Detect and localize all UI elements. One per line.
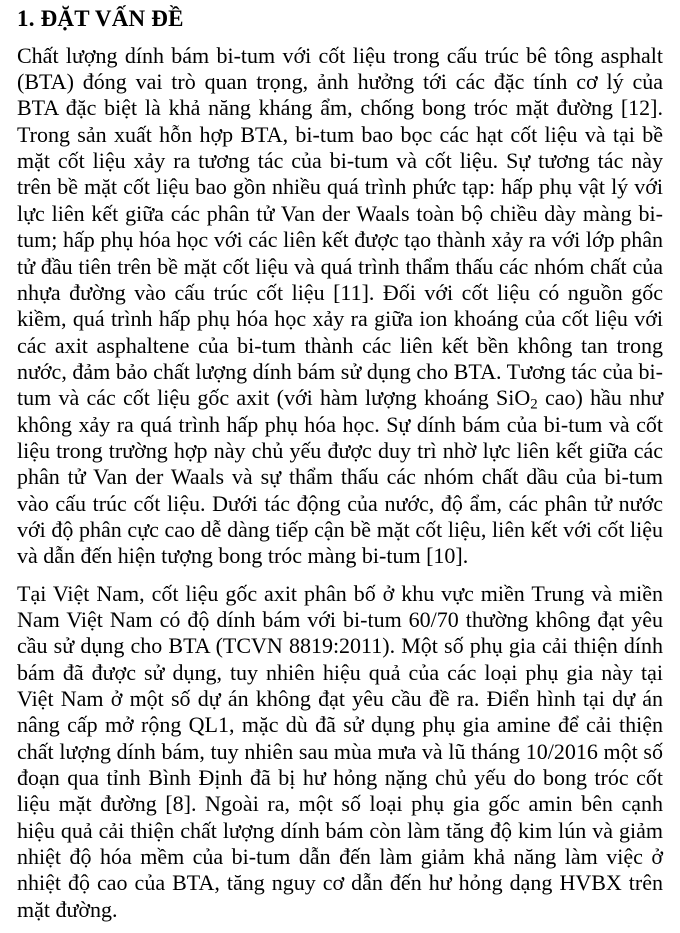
- paragraph: [17, 43, 663, 570]
- section-heading: 1. ĐẶT VẤN ĐỀ: [17, 6, 184, 31]
- section-body: [17, 43, 663, 923]
- paragraph-text: cao) hầu như không xảy ra quá trình hấp phụ hóa học. Sự dính bám của bi-tum và cốt liệu trong trường hợp này chủ yếu được duy trì nhờ lực liên kết giữa các phân tử Van der Waals và sự thẩm thấu các nhóm chất dầu của bi-tum vào cấu trúc cốt liệu. Dưới tác động của nước, độ ẩm, các phân tử nước với độ phân cực cao dễ dàng tiếp cận bề mặt cốt liệu, liên kết với cốt liệu và dẫn đến hiện tượng bong tróc màng bi-tum [10].: [17, 385, 663, 569]
- paragraph: [17, 581, 663, 923]
- paragraph-text: Chất lượng dính bám bi-tum với cốt liệu trong cấu trúc bê tông asphalt (BTA) đóng vai trò quan trọng, ảnh hưởng tới các đặc tính cơ lý của BTA đặc biệt là khả năng kháng ẩm, chống bong tróc mặt đường [12]. Trong sản xuất hỗn hợp BTA, bi-tum bao bọc các hạt cốt liệu và tại bề mặt cốt liệu xảy ra tương tác của bi-tum và cốt liệu. Sự tương tác này trên bề mặt cốt liệu bao gồn nhiều quá trình phức tạp: hấp phụ vật lý với lực liên kết giữa các phân tử Van der Waals toàn bộ chiều dày màng bi-tum; hấp phụ hóa học với các liên kết được tạo thành xảy ra với lớp phân tử đầu tiên trên bề mặt cốt liệu và quá trình thẩm thấu các nhóm chất của nhựa đường vào cấu trúc cốt liệu [11]. Đối với cốt liệu có nguồn gốc kiềm, quá trình hấp phụ hóa học xảy ra giữa ion khoáng của cốt liệu với các axit asphaltene của bi-tum thành các liên kết bền không tan trong nước, đảm bảo chất lượng dính bám sử dụng cho BTA. Tương tác của bi-tum và các cốt liệu gốc axit (với hàm lượng khoáng SiO: [17, 42, 663, 411]
- subscript-text: 2: [530, 396, 538, 413]
- paragraph-text: Tại Việt Nam, cốt liệu gốc axit phân bố ở khu vực miền Trung và miền Nam Việt Nam có độ dính bám với bi-tum 60/70 thường không đạt yêu cầu sử dụng cho BTA (TCVN 8819:2011). Một số phụ gia cải thiện dính bám đã được sử dụng, tuy nhiên hiệu quả của các loại phụ gia này tại Việt Nam ở một số dự án không đạt yêu cầu đề ra. Điển hình tại dự án nâng cấp mở rộng QL1, mặc dù đã sử dụng phụ gia amine để cải thiện chất lượng dính bám, tuy nhiên sau mùa mưa và lũ tháng 10/2016 một số đoạn qua tỉnh Bình Định đã bị hư hỏng nặng chủ yếu do bong tróc cốt liệu mặt đường [8]. Ngoài ra, một số loại phụ gia gốc amin bên cạnh hiệu quả cải thiện chất lượng dính bám còn làm tăng độ kim lún và giảm nhiệt độ hóa mềm của bi-tum dẫn đến làm giảm khả năng làm việc ở nhiệt độ cao của BTA, tăng nguy cơ dẫn đến hư hỏng dạng HVBX trên mặt đường.: [17, 580, 663, 922]
